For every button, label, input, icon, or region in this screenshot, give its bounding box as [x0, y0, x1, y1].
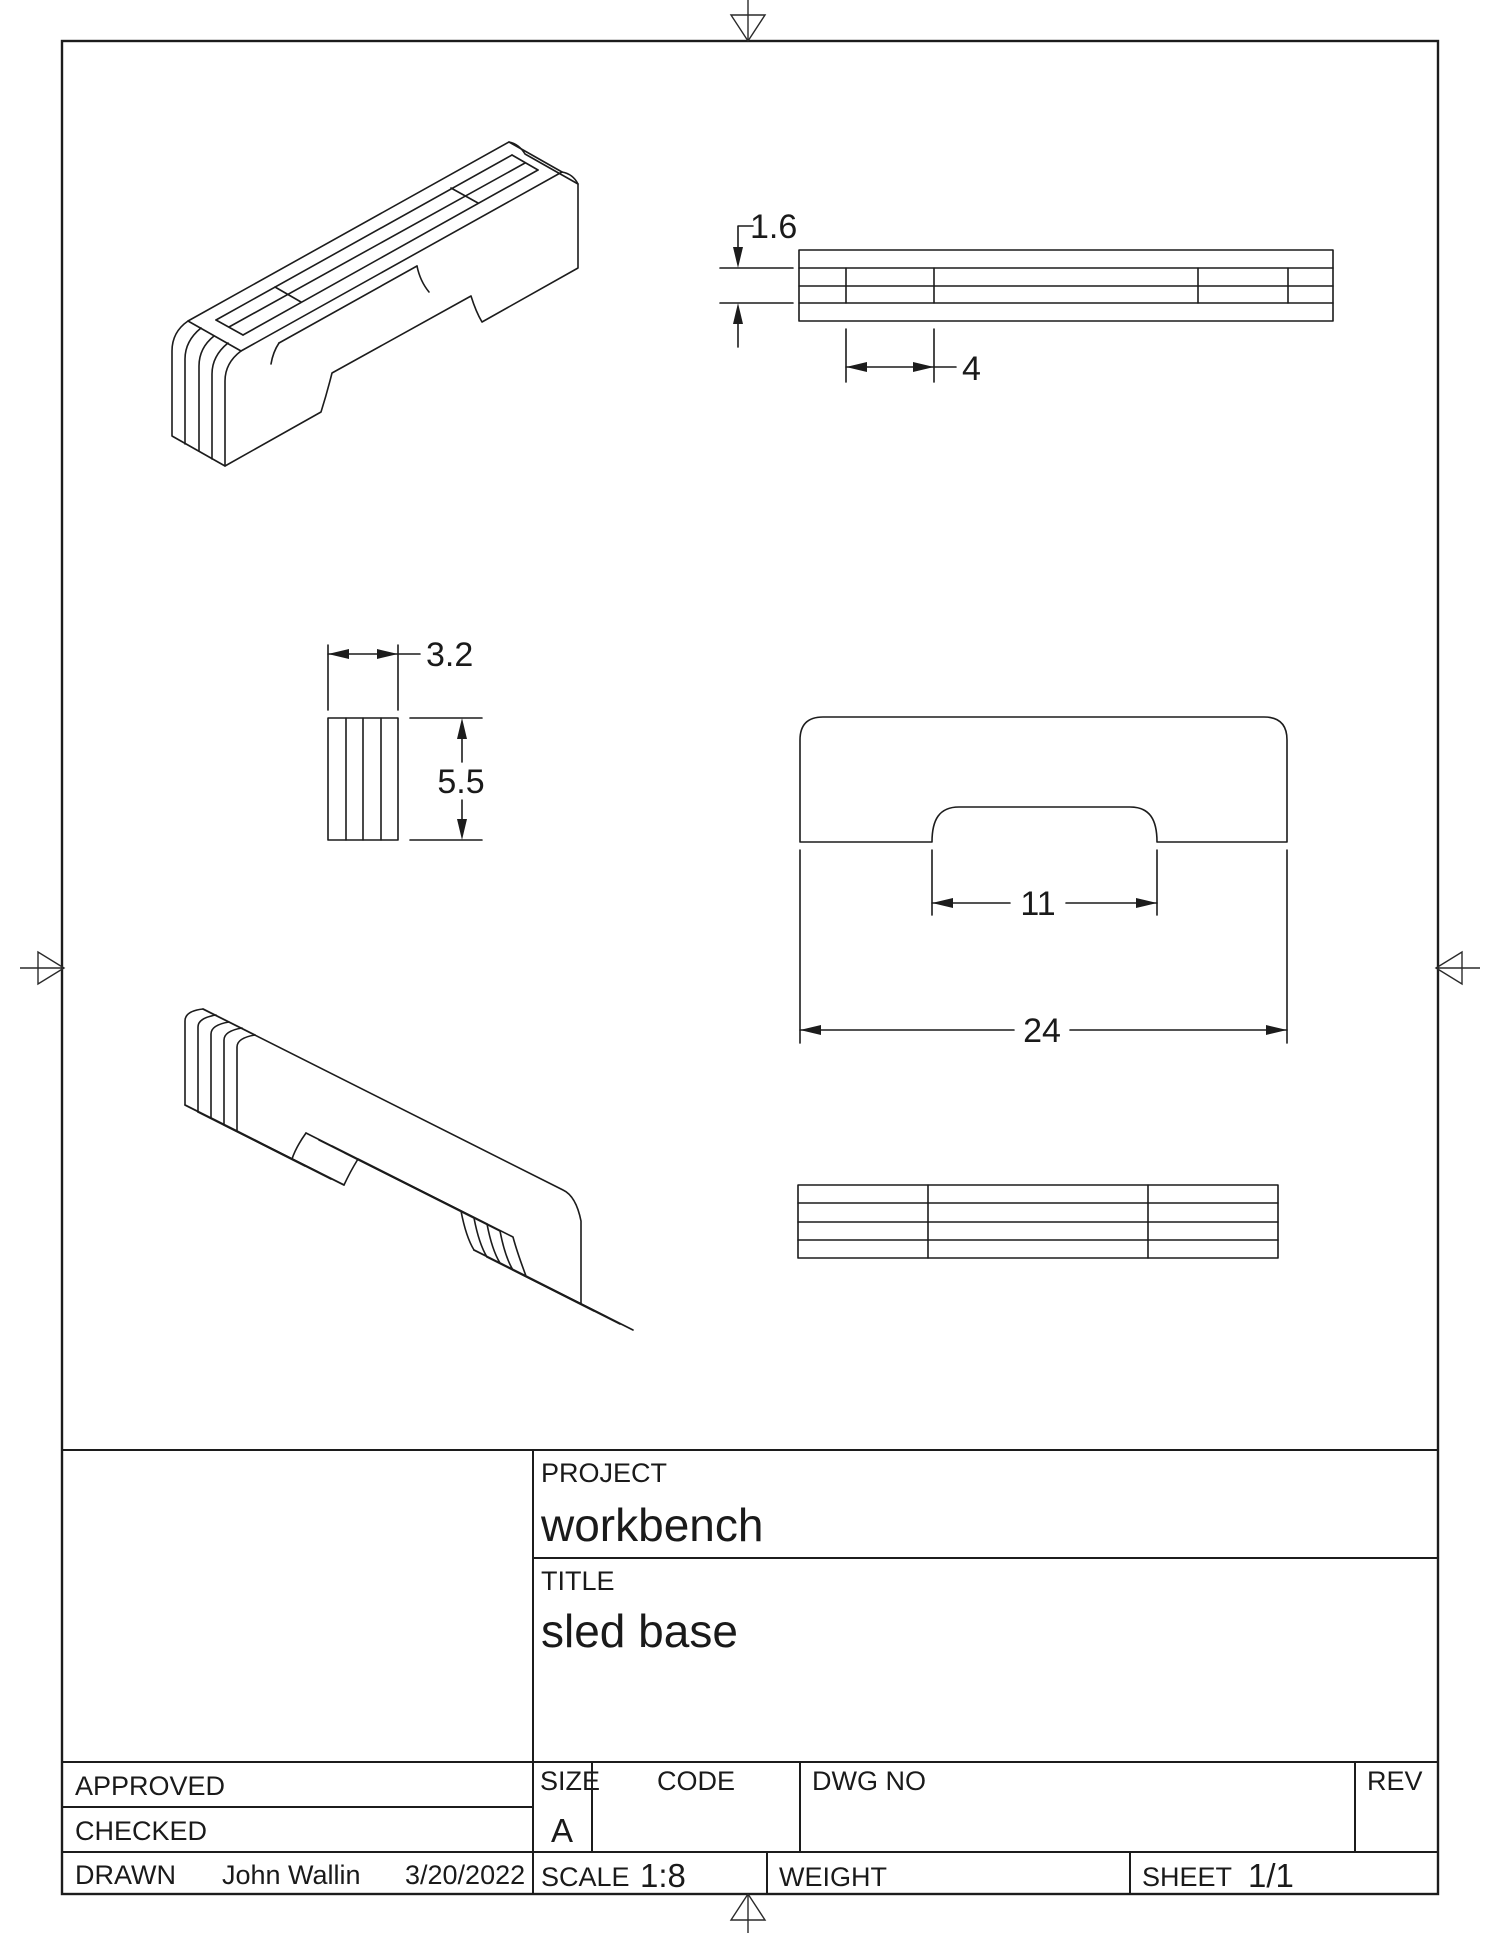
isometric-view-bottom	[185, 1009, 633, 1330]
centering-mark-top	[731, 0, 765, 41]
project-label: PROJECT	[541, 1458, 668, 1488]
title-label: TITLE	[541, 1566, 615, 1596]
title-block	[62, 1450, 1438, 1894]
dimension-3-2	[328, 636, 473, 710]
approved-label: APPROVED	[75, 1771, 226, 1801]
drawn-by: John Wallin	[222, 1860, 361, 1890]
drawn-label: DRAWN	[75, 1860, 176, 1890]
weight-label: WEIGHT	[779, 1862, 887, 1892]
scale-value: 1:8	[640, 1857, 686, 1894]
dim-text-4: 4	[962, 350, 981, 388]
scale-label: SCALE	[541, 1862, 630, 1892]
sheet-value: 1/1	[1248, 1857, 1294, 1894]
rev-label: REV	[1367, 1766, 1423, 1796]
checked-label: CHECKED	[75, 1816, 208, 1846]
part-title: sled base	[541, 1605, 738, 1657]
bottom-view	[798, 1185, 1278, 1258]
front-view	[800, 717, 1287, 842]
end-view	[328, 718, 398, 840]
centering-mark-bottom	[731, 1894, 765, 1933]
dwg-no-label: DWG NO	[812, 1766, 926, 1796]
dimension-5-5	[410, 718, 485, 840]
drawn-date: 3/20/2022	[405, 1860, 526, 1890]
dimension-1-6	[720, 208, 797, 347]
top-view	[799, 250, 1333, 321]
dim-text-1-6: 1.6	[750, 208, 798, 246]
project-name: workbench	[541, 1499, 764, 1551]
dim-text-5-5: 5.5	[437, 763, 485, 801]
size-value: A	[550, 1812, 574, 1849]
isometric-view-top	[172, 142, 578, 466]
centering-mark-right	[1436, 952, 1480, 984]
dim-text-24: 24	[1023, 1012, 1061, 1050]
dim-text-3-2: 3.2	[426, 636, 474, 674]
dimension-4	[846, 329, 981, 388]
sheet-border	[62, 41, 1438, 1894]
dim-text-11: 11	[1020, 885, 1056, 923]
sheet-label: SHEET	[1142, 1862, 1233, 1892]
centering-mark-left	[20, 952, 64, 984]
size-label: SIZE	[540, 1766, 601, 1796]
dimension-11	[932, 850, 1157, 923]
dimension-24	[800, 850, 1287, 1050]
code-label: CODE	[656, 1766, 736, 1796]
